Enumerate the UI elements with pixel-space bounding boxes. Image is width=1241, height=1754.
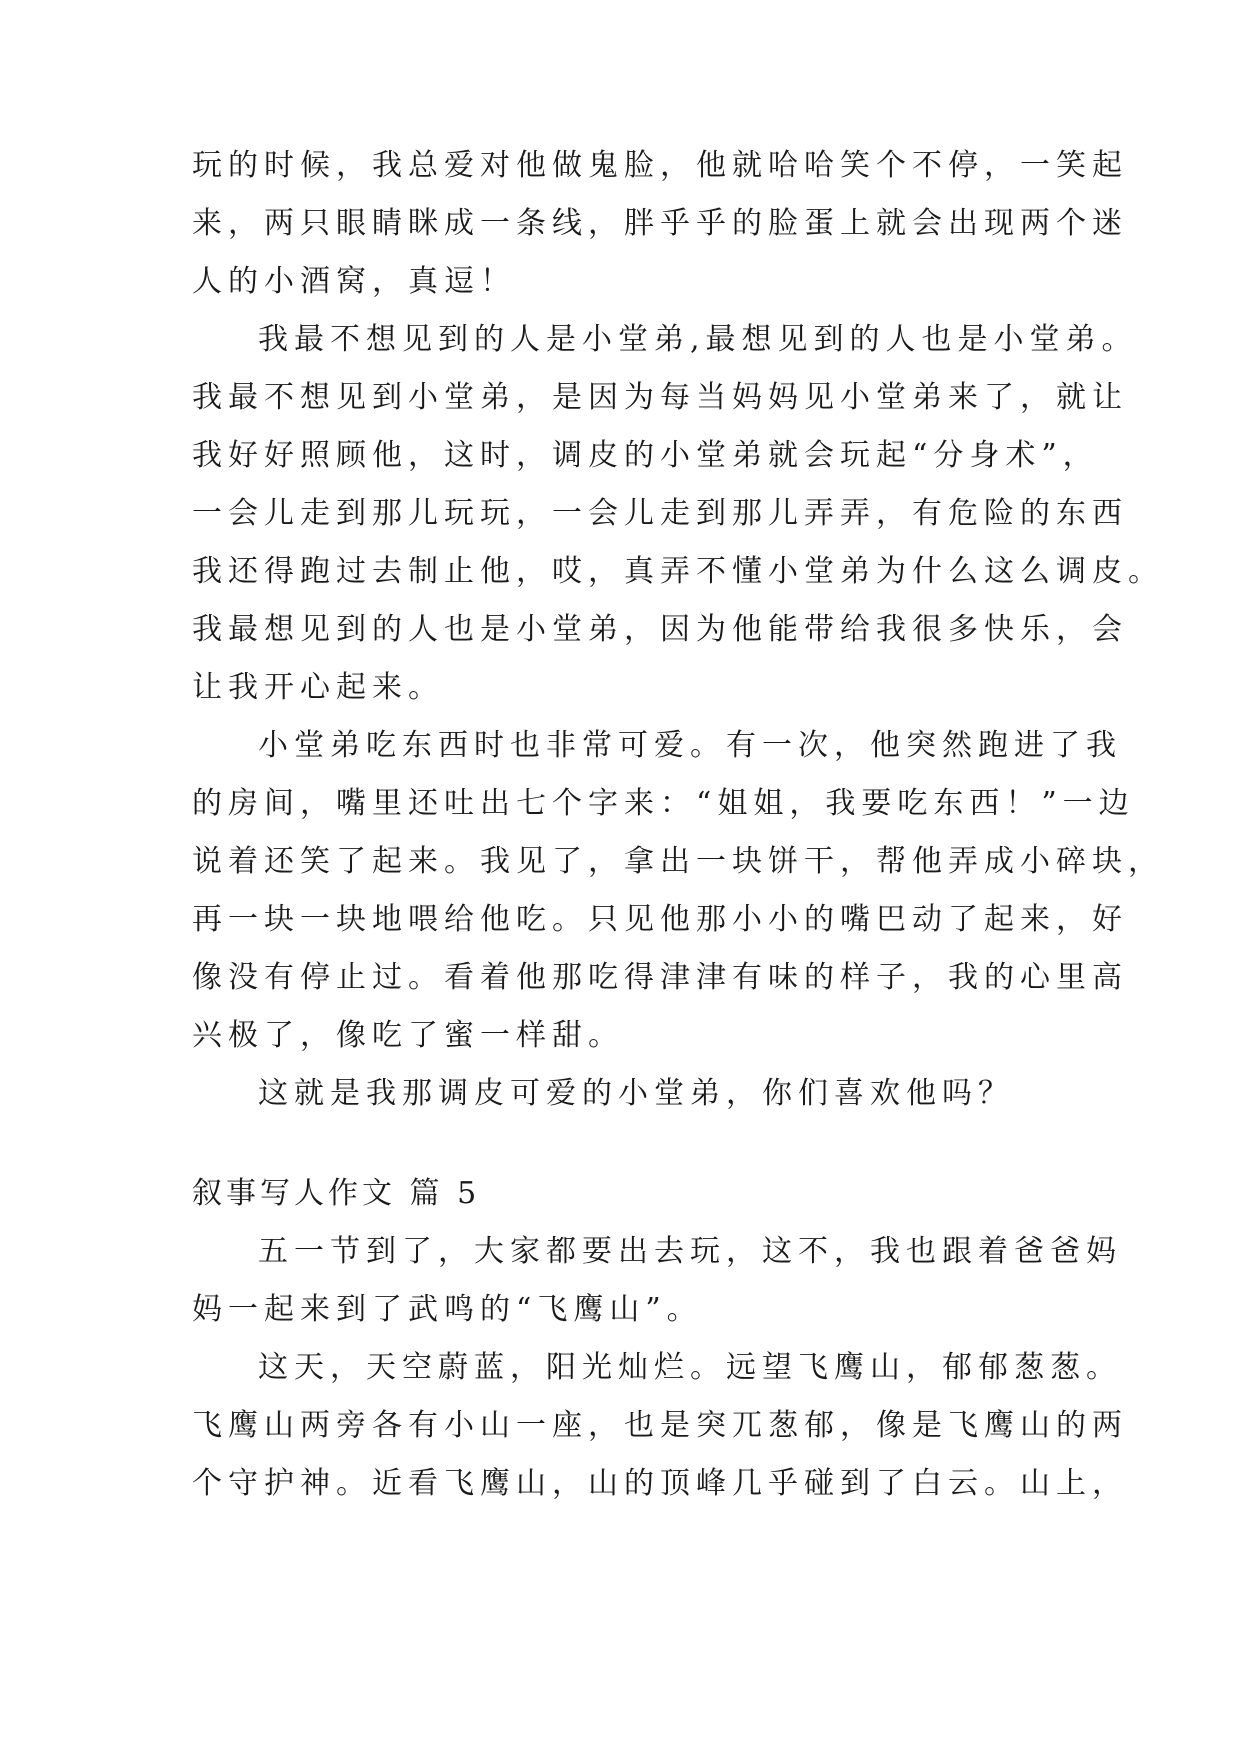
text-line: 飞鹰山两旁各有小山一座，也是突兀葱郁，像是飞鹰山的两 bbox=[192, 1408, 1128, 1443]
paragraph-start-line: 五一节到了，大家都要出去玩，这不，我也跟着爸爸妈 bbox=[258, 1234, 1122, 1269]
section-heading: 叙事写人作文 篇 5 bbox=[192, 1176, 481, 1211]
paragraph-start-line: 小堂弟吃东西时也非常可爱。有一次，他突然跑进了我 bbox=[258, 728, 1122, 763]
paragraph-start-line: 我最不想见到的人是小堂弟,最想见到的人也是小堂弟。 bbox=[258, 322, 1138, 357]
paragraph-start-line: 这就是我那调皮可爱的小堂弟，你们喜欢他吗？ bbox=[258, 1076, 1014, 1111]
text-line: 我好好照顾他，这时，调皮的小堂弟就会玩起“分身术”， bbox=[192, 438, 1099, 473]
text-line: 我最不想见到小堂弟，是因为每当妈妈见小堂弟来了，就让 bbox=[192, 380, 1128, 415]
text-line: 说着还笑了起来。我见了，拿出一块饼干，帮他弄成小碎块， bbox=[192, 844, 1164, 879]
text-line: 来，两只眼睛眯成一条线，胖乎乎的脸蛋上就会出现两个迷 bbox=[192, 206, 1128, 241]
text-line: 我最想见到的人也是小堂弟，因为他能带给我很多快乐，会 bbox=[192, 612, 1128, 647]
text-line: 人的小酒窝，真逗！ bbox=[192, 264, 516, 299]
text-line: 我还得跑过去制止他，哎，真弄不懂小堂弟为什么这么调皮。 bbox=[192, 554, 1164, 589]
text-line: 再一块一块地喂给他吃。只见他那小小的嘴巴动了起来，好 bbox=[192, 902, 1128, 937]
text-line: 让我开心起来。 bbox=[192, 670, 444, 705]
text-line: 的房间，嘴里还吐出七个字来：“姐姐，我要吃东西！”一边 bbox=[192, 786, 1135, 821]
text-line: 像没有停止过。看着他那吃得津津有味的样子，我的心里高 bbox=[192, 960, 1128, 995]
paragraph-start-line: 这天，天空蔚蓝，阳光灿烂。远望飞鹰山，郁郁葱葱。 bbox=[258, 1350, 1122, 1385]
text-line: 一会儿走到那儿玩玩，一会儿走到那儿弄弄，有危险的东西 bbox=[192, 496, 1128, 531]
text-line: 玩的时候，我总爱对他做鬼脸，他就哈哈笑个不停，一笑起 bbox=[192, 148, 1128, 183]
text-line: 兴极了，像吃了蜜一样甜。 bbox=[192, 1018, 624, 1053]
text-line: 个守护神。近看飞鹰山，山的顶峰几乎碰到了白云。山上， bbox=[192, 1466, 1128, 1501]
text-line: 妈一起来到了武鸣的“飞鹰山”。 bbox=[192, 1292, 703, 1327]
